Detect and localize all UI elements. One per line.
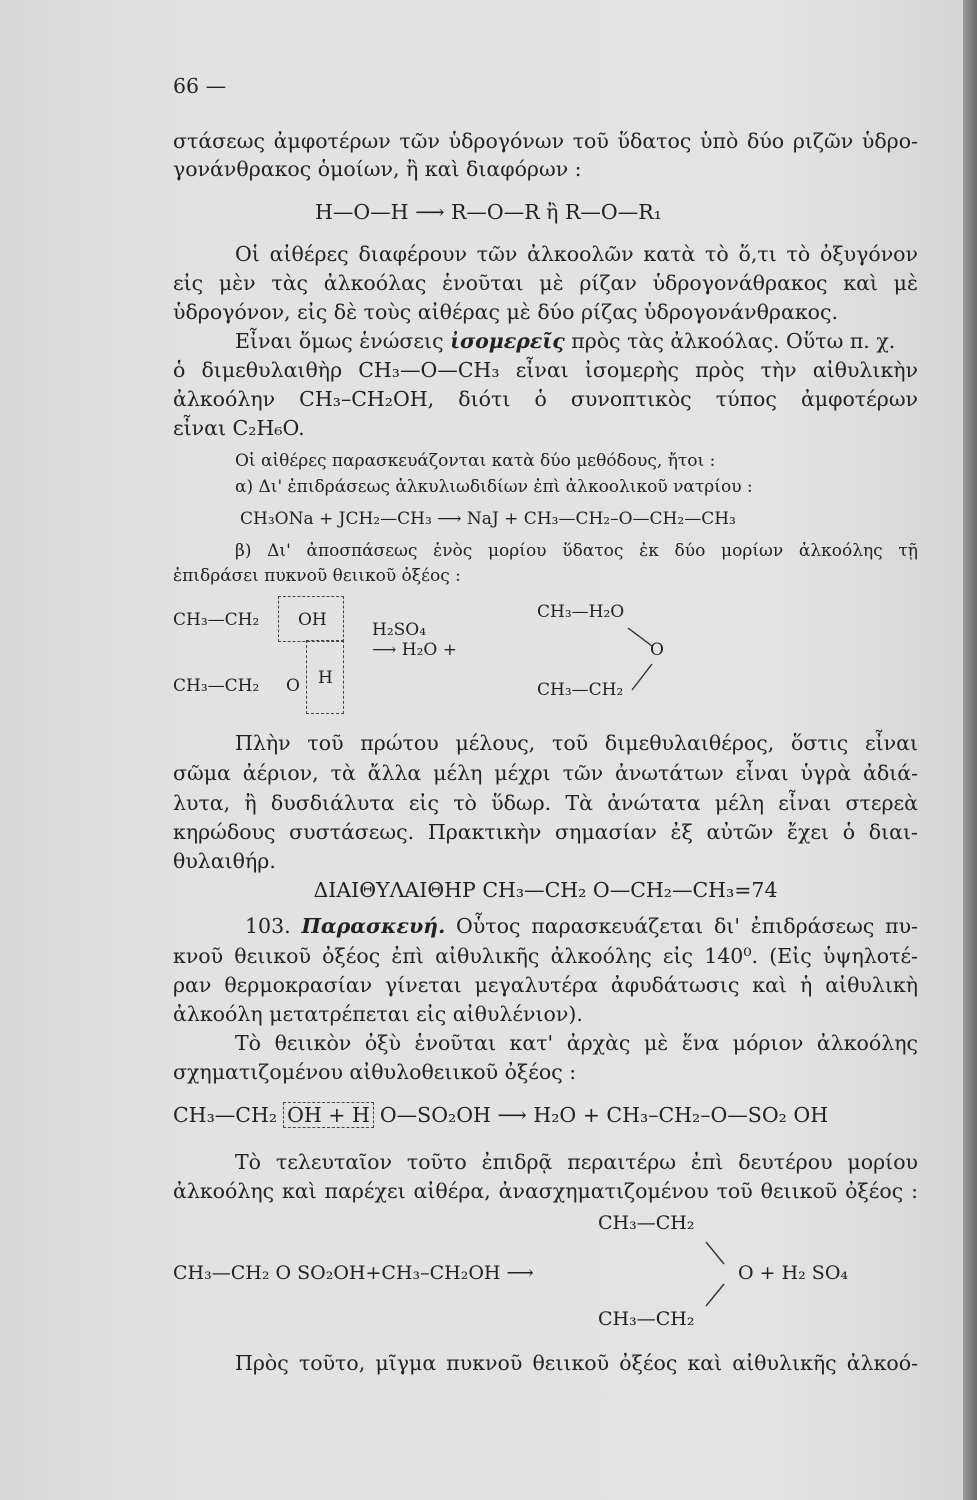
- text-line: λυτα, ἢ δυσδιάλυτα εἰς τὸ ὕδωρ. Τὰ ἀνώτατα μέλη εἶναι στερεὰ: [173, 791, 918, 815]
- product-bottom: CH₃—CH₂: [598, 1308, 695, 1330]
- equation-ethylsulfuric: [173, 1101, 918, 1129]
- emphasis-term: ἰσομερεῖς: [450, 329, 565, 353]
- hydrogen-atom: H: [318, 668, 333, 688]
- reactant-top: CH₃—CH₂: [173, 610, 260, 630]
- text-line: ὑδρογόνον, εἰς δὲ τοὺς αἰθέρας μὲ δύο ρίζας ὑδρογονάνθρακος.: [173, 300, 838, 324]
- text-line: θυλαιθήρ.: [173, 849, 276, 873]
- text-line: ἀλκοόλη μετατρέπεται εἰς αἰθυλένιον).: [173, 1002, 583, 1026]
- catalyst: H₂SO₄: [372, 620, 427, 640]
- text-line: σῶμα ἀέριον, τὰ ἄλλα μέλη μέχρι τῶν ἀνωτάτων εἶναι ὑγρὰ ἀδιά-: [173, 761, 918, 785]
- text-line: Οἱ αἰθέρες παρασκευάζονται κατὰ δύο μεθόδους, ἤτοι :: [235, 451, 716, 471]
- oxygen-atom: O: [286, 676, 300, 696]
- text-line: στάσεως ἀμφοτέρων τῶν ὑδρογόνων τοῦ ὕδατος ὑπὸ δύο ριζῶν ὑδρο-: [173, 129, 918, 153]
- text-line: Τὸ θειικὸν ὀξὺ ἑνοῦται κατ' ἀρχὰς μὲ ἕνα μόριον ἀλκοόλης: [235, 1031, 918, 1055]
- text-line: [245, 912, 918, 940]
- eq-part: CH₃—CH₂: [173, 1103, 278, 1127]
- text-line: ἐπιδράσει πυκνοῦ θειικοῦ ὀξέος :: [173, 566, 461, 586]
- text-line: ἀλκοόλης καὶ παρέχει αἰθέρα, ἀνασχηματιζομένου τοῦ θειικοῦ ὀξέος :: [173, 1179, 918, 1203]
- text-line: εἶναι C₂H₆O.: [173, 416, 305, 440]
- text-line: β) Δι' ἀποσπάσεως ἑνὸς μορίου ὕδατος ἐκ δύο μορίων ἀλκοόλης τῇ: [235, 541, 918, 561]
- text-line: Τὸ τελευταῖον τοῦτο ἐπιδρᾷ περαιτέρω ἐπὶ δευτέρου μορίου: [235, 1150, 918, 1174]
- text-line: εἰς μὲν τὰς ἀλκοόλας ἑνοῦται μὲ ρίζαν ὑδρογονάθρακος καὶ μὲ: [173, 271, 918, 295]
- text-line: Πλὴν τοῦ πρώτου μέλους, τοῦ διμεθυλαιθέρος, ὅστις εἶναι: [235, 731, 918, 755]
- text-line: ὁ διμεθυλαιθὴρ CH₃—O—CH₃ εἶναι ἰσομερὴς πρὸς τὴν αἰθυλικὴν: [173, 358, 918, 382]
- page-number: 66 —: [173, 74, 227, 98]
- text-line: α) Δι' ἐπιδράσεως ἀλκυλιωδιδίων ἐπὶ ἀλκοολικοῦ νατρίου :: [235, 477, 753, 497]
- product-top: CH₃—CH₂: [598, 1212, 695, 1234]
- products-right: O + H₂ SO₄: [738, 1262, 849, 1284]
- text-span: Εἶναι ὅμως ἑνώσεις: [235, 329, 451, 353]
- text-line: ραν θερμοκρασίαν γίνεται μεγαλυτέρα ἀφυδάτωσις καὶ ἡ αἰθυλικὴ: [173, 973, 918, 997]
- text-line: κνοῦ θειικοῦ ὀξέος ἐπὶ αἰθυλικῆς ἀλκοόλης εἰς 140⁰. (Εἰς ὑψηλοτέ-: [173, 944, 918, 968]
- equation-williamson: CH₃ONa + JCH₂—CH₃ ⟶ NaJ + CH₃—CH₂–O—CH₂—CH₃: [240, 509, 736, 529]
- text-span: 103.: [245, 914, 302, 938]
- product-bottom: CH₃—CH₂: [537, 680, 624, 700]
- text-span: πρὸς τὰς ἀλκοόλας. Οὕτω π. χ.: [564, 329, 896, 353]
- formula-line: H—O—H ⟶ R—O—R ἢ R—O—R₁: [315, 200, 662, 224]
- hydroxyl-group: OH: [298, 610, 327, 630]
- dashed-box-water: OH + H: [283, 1102, 374, 1128]
- text-line: σχηματιζομένου αἰθυλοθειικοῦ ὀξέος :: [173, 1060, 577, 1084]
- text-line: Οἱ αἰθέρες διαφέρουν τῶν ἀλκοολῶν κατὰ τὸ ὅ,τι τὸ ὀξυγόνον: [235, 242, 918, 266]
- text-line: ἀλκοόλην CH₃–CH₂OH, διότι ὁ συνοπτικὸς τύπος ἀμφοτέρων: [173, 387, 918, 411]
- reaction-arrow: ⟶ H₂O +: [372, 640, 457, 660]
- product-top: CH₃—H₂O: [537, 602, 625, 622]
- text-span: Οὗτος παρασκευάζεται δι' ἐπιδράσεως πυ-: [445, 914, 918, 938]
- text-line: κηρώδους συστάσεως. Πρακτικὴν σημασίαν ἐξ αὐτῶν ἔχει ὁ διαι-: [173, 820, 918, 844]
- text-line: γονάνθρακος ὁμοίων, ἢ καὶ διαφόρων :: [173, 157, 582, 181]
- section-title: Παρασκευή.: [301, 914, 446, 938]
- product-oxygen: O: [650, 640, 664, 660]
- text-line: Πρὸς τοῦτο, μῖγμα πυκνοῦ θειικοῦ ὀξέος καὶ αἰθυλικῆς ἀλκοό-: [235, 1351, 918, 1375]
- bond-lines: [0, 1200, 977, 1350]
- reactants: CH₃—CH₂ O SO₂OH+CH₃–CH₂OH ⟶: [173, 1262, 534, 1284]
- reactant-bottom: CH₃—CH₂: [173, 676, 260, 696]
- eq-part: O—SO₂OH ⟶ H₂O + CH₃–CH₂–O—SO₂ OH: [379, 1103, 829, 1127]
- section-heading: ΔΙΑΙΘΥΛΑΙΘΗΡ CH₃—CH₂ O—CH₂—CH₃=74: [313, 878, 778, 902]
